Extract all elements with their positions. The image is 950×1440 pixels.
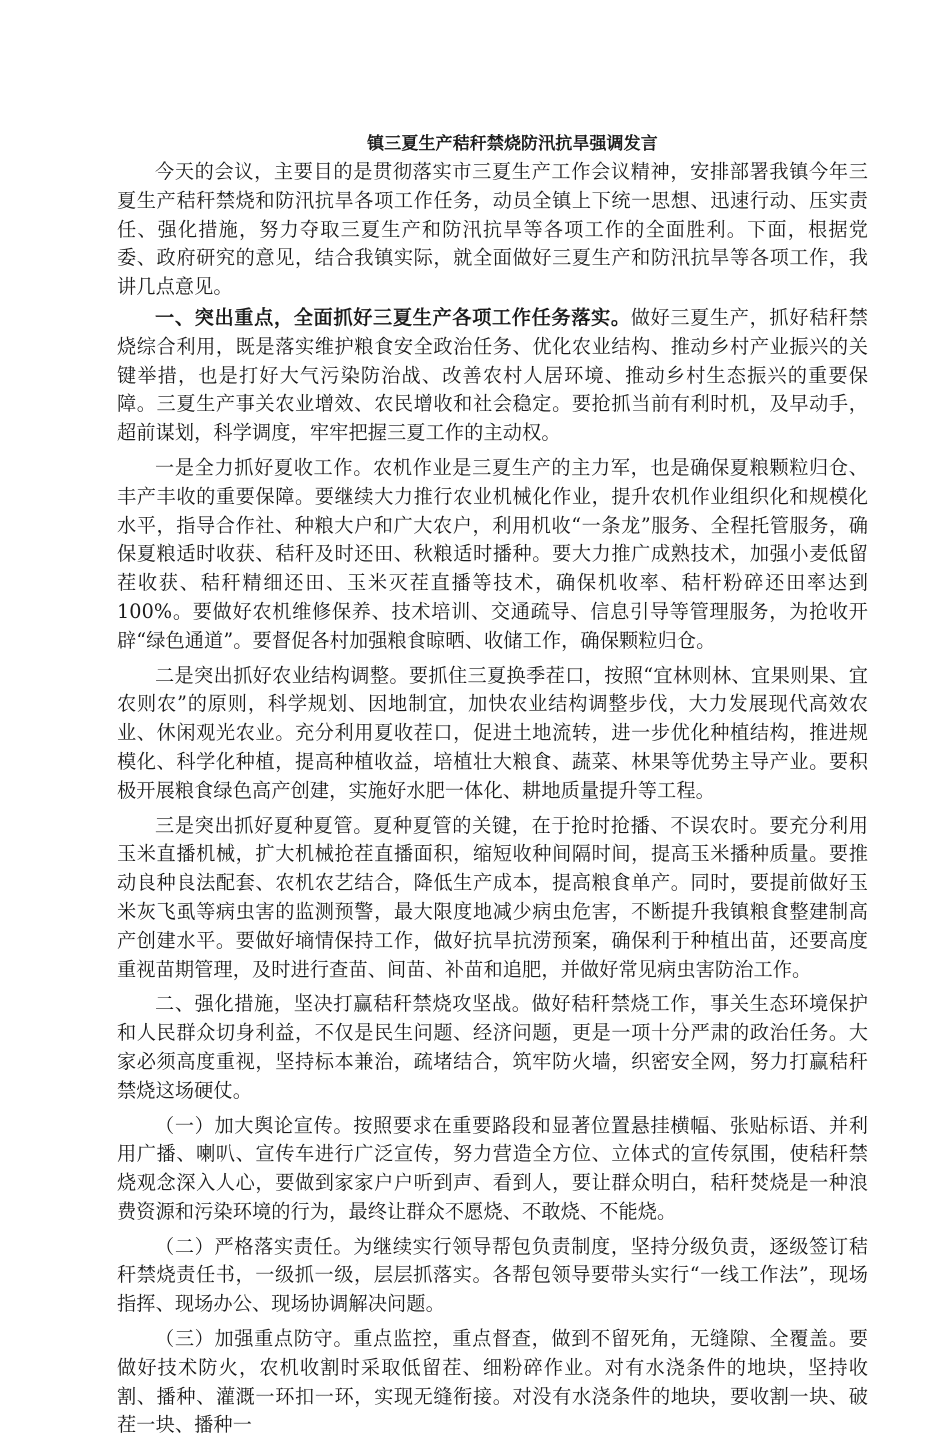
- sub-3-paragraph: （三）加强重点防守。重点监控，重点督查，做到不留死角，无缝隙、全覆盖。要做好技术防火，农机收割时采取低留茬、细粉碎作业。对有水浇条件的地块，坚持收割、播种、灌溉一环扣一环，实现无缝衔接。对没有水浇条件的地块，要收割一块、破茬一块、播种一: [117, 1327, 868, 1437]
- document-title: 镇三夏生产秸秆禁烧防汛抗旱强调发言: [367, 134, 658, 154]
- point-1-paragraph: 一是全力抓好夏收工作。农机作业是三夏生产的主力军，也是确保夏粮颗粒归仓、丰产丰收的重要保障。要继续大力推行农业机械化作业，提升农机作业组织化和规模化水平，指导合作社、种粮大户和广大农户，利用机收“一条龙”服务、全程托管服务，确保夏粮适时收获、秸秆及时还田、秋粮适时播种。要大力推广成熟技术，加强小麦低留茬收获、秸秆精细还田、玉米灭茬直播等技术，确保机收率、秸杆粉碎还田率达到100%。要做好农机维修保养、技术培训、交通疏导、信息引导等管理服务，为抢收开辟“绿色通道”。要督促各村加强粮食晾晒、收储工作，确保颗粒归仓。: [117, 455, 868, 652]
- point-3-paragraph: 三是突出抓好夏种夏管。夏种夏管的关键，在于抢时抢播、不误农时。要充分利用玉米直播机械，扩大机械抢茬直播面积，缩短收种间隔时间，提高玉米播种质量。要推动良种良法配套、农机农艺结合，降低生产成本，提高粮食单产。同时，要提前做好玉米灰飞虱等病虫害的监测预警，最大限度地减少病虫危害，不断提升我镇粮食整建制高产创建水平。要做好墒情保持工作，做好抗旱抗涝预案，确保利于种植出苗，还要高度重视苗期管理，及时进行查苗、间苗、补苗和追肥，并做好常见病虫害防治工作。: [117, 813, 868, 981]
- section-1-paragraph: [117, 304, 868, 448]
- intro-paragraph: 今天的会议，主要目的是贯彻落实市三夏生产工作会议精神，安排部署我镇今年三夏生产秸秆禁烧和防汛抗旱各项工作任务，动员全镇上下统一思想、迅速行动、压实责任、强化措施，努力夺取三夏生产和防汛抗旱等各项工作的全面胜利。下面，根据党委、政府研究的意见，结合我镇实际，就全面做好三夏生产和防汛抗旱等各项工作，我讲几点意见。: [117, 160, 868, 299]
- sub-1-paragraph: （一）加大舆论宣传。按照要求在重要路段和显著位置悬挂横幅、张贴标语、并利用广播、喇叭、宣传车进行广泛宣传，努力营造全方位、立体式的宣传氛围，使秸秆禁烧观念深入人心，要做到家家户户听到声、看到人，要让群众明白，秸秆焚烧是一种浪费资源和污染环境的行为，最终让群众不愿烧、不敢烧、不能烧。: [117, 1113, 868, 1223]
- point-2-paragraph: 二是突出抓好农业结构调整。要抓住三夏换季茬口，按照“宜林则林、宜果则果、宜农则农”的原则，科学规划、因地制宜，加快农业结构调整步伐，大力发展现代高效农业、休闲观光农业。充分利用夏收茬口，促进土地流转，进一步优化种植结构，推进规模化、科学化种植，提高种植收益，培植壮大粮食、蔬菜、林果等优势主导产业。要积极开展粮食绿色高产创建，实施好水肥一体化、耕地质量提升等工程。: [117, 663, 868, 802]
- section-1-heading: 一、突出重点，全面抓好三夏生产各项工作任务落实。: [155, 305, 631, 329]
- section-2-paragraph: 二、强化措施，坚决打赢秸秆禁烧攻坚战。做好秸秆禁烧工作，事关生态环境保护和人民群众切身利益，不仅是民生问题、经济问题，更是一项十分严肃的政治任务。大家必须高度重视，坚持标本兼治，疏堵结合，筑牢防火墙，织密安全网，努力打赢秸秆禁烧这场硬仗。: [117, 992, 868, 1102]
- sub-2-paragraph: （二）严格落实责任。为继续实行领导帮包负责制度，坚持分级负责，逐级签订秸秆禁烧责任书，一级抓一级，层层抓落实。各帮包领导要带头实行“一线工作法”，现场指挥、现场办公、现场协调解决问题。: [117, 1234, 868, 1316]
- section-1-body: 做好三夏生产，抓好秸秆禁烧综合利用，既是落实维护粮食安全政治任务、优化农业结构、推动乡村产业振兴的关键举措，也是打好大气污染防治战、改善农村人居环境、推动乡村生态振兴的重要保障。三夏生产事关农业增效、农民增收和社会稳定。要抢抓当前有利时机，及早动手，超前谋划，科学调度，牢牢把握三夏工作的主动权。: [117, 305, 868, 445]
